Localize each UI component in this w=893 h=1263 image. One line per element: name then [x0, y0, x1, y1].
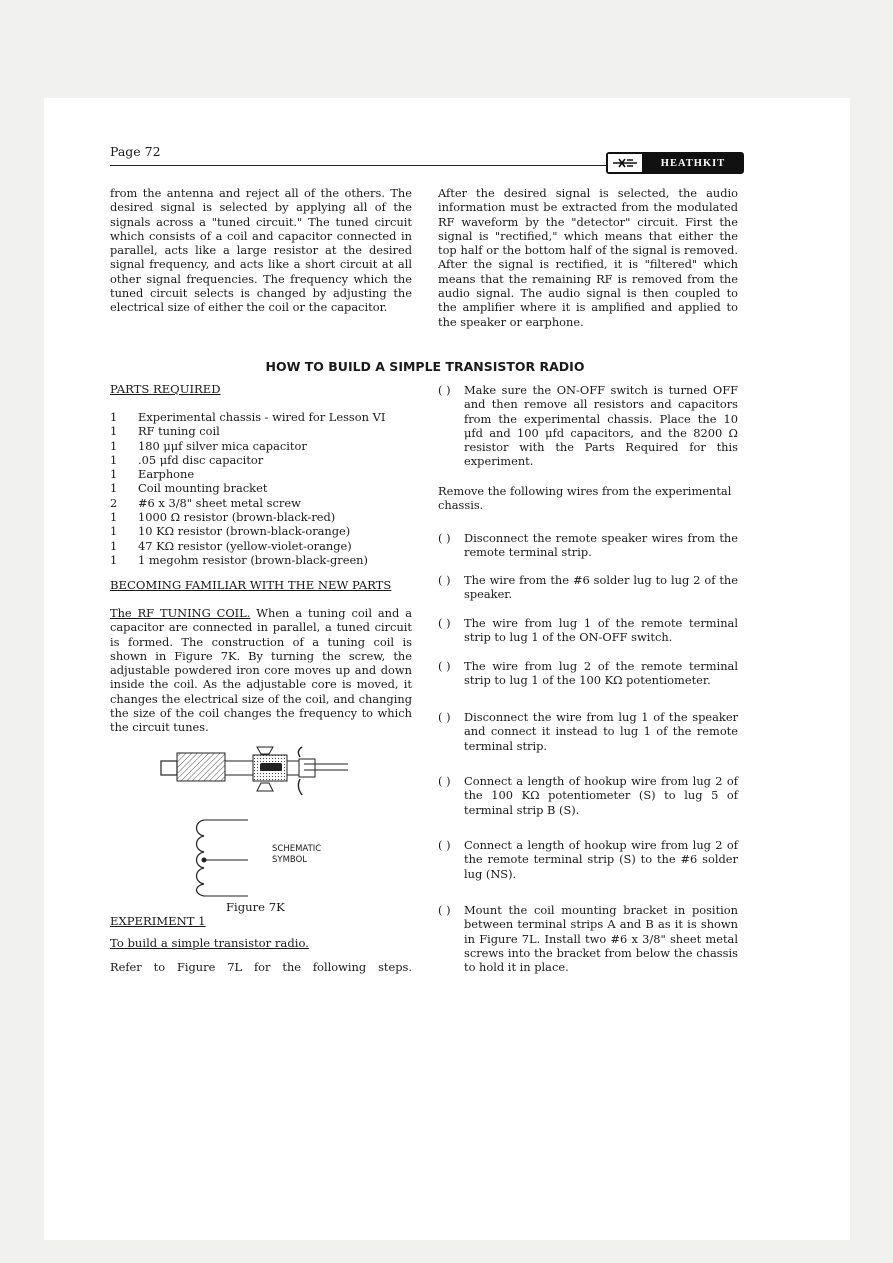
parts-desc: #6 x 3/8" sheet metal screw — [138, 495, 301, 510]
step-text: Mount the coil mounting bracket in position between terminal strips A and B as it is shown in Figure 7L. Install two #6 x 3/8" sheet metal screws into the bracket from below the chassis to hold it in place. — [464, 903, 738, 975]
intro-right-column — [438, 186, 738, 329]
step-text: Make sure the ON-OFF switch is turned OFF and then remove all resistors and capacitors from the experimental chassis. Place the 10 μfd and 100 μfd capacitors, and the 8200 Ω resistor with the Parts Required for this experiment. — [464, 383, 738, 469]
rf-coil-body: When a tuning coil and a capacitor are connected in parallel, a tuned circuit is formed. The construction of a tuning coil is shown in Figure 7K. By turning the screw, the adjustable powdered iron core moves up and down inside the coil. As the adjustable core is moved, it changes the electrical size of the coil, and changing the size of the coil changes the frequency to which the circuit tunes. — [110, 606, 412, 735]
schematic-label-line1: SCHEMATIC — [272, 844, 322, 854]
parts-qty: 1 — [110, 552, 118, 567]
step-item — [438, 616, 738, 645]
intro-left-text: from the antenna and reject all of the others. The desired signal is selected by applying all of the signals across a "tuned circuit." The tuned circuit which consists of a coil and capacitor connected in parallel, acts like a large resistor at the desired signal frequency, and acts like a short circuit at all other signal frequencies. The frequency which the tuned circuit selects is changed by adjusting the electrical size of either the coil or the capacitor. — [110, 186, 412, 315]
parts-desc: 1000 Ω resistor (brown-black-red) — [138, 510, 336, 525]
parts-row — [110, 539, 414, 553]
parts-row — [110, 481, 414, 495]
parts-desc: 180 μμf silver mica capacitor — [138, 438, 307, 453]
parts-row — [110, 410, 414, 424]
step-checkbox[interactable]: ( ) — [438, 710, 451, 724]
experiment-refer-text: Refer to Figure 7L for the following steps. — [110, 960, 412, 974]
rf-coil-paragraph — [110, 606, 412, 735]
parts-row — [110, 510, 414, 524]
parts-desc: Experimental chassis - wired for Lesson VI — [138, 410, 386, 424]
schematic-label — [272, 844, 321, 866]
parts-qty: 1 — [110, 481, 118, 496]
parts-desc: .05 μfd disc capacitor — [138, 452, 264, 467]
parts-row — [110, 524, 414, 538]
step-item — [438, 903, 738, 974]
intro-left-column — [110, 186, 412, 315]
parts-row — [110, 439, 414, 453]
step-checkbox[interactable]: ( ) — [438, 774, 451, 788]
brand-logo — [606, 152, 744, 174]
step-checkbox[interactable]: ( ) — [438, 659, 451, 673]
parts-heading: PARTS REQUIRED — [110, 382, 221, 396]
section-heading: HOW TO BUILD A SIMPLE TRANSISTOR RADIO — [265, 359, 585, 374]
parts-desc: 1 megohm resistor (brown-black-green) — [138, 552, 368, 567]
tuning-coil-drawing — [160, 745, 350, 797]
step-text: Disconnect the remote speaker wires from the remote terminal strip. — [464, 531, 738, 560]
parts-desc: 10 KΩ resistor (brown-black-orange) — [138, 524, 351, 539]
schematic-symbol — [190, 818, 360, 898]
brand-name: HEATHKIT — [660, 157, 726, 169]
parts-list — [110, 410, 414, 567]
figure-caption: Figure 7K — [226, 900, 285, 914]
parts-desc: 47 KΩ resistor (yellow-violet-orange) — [138, 538, 352, 553]
parts-row — [110, 424, 414, 438]
header-rule — [110, 165, 608, 166]
parts-qty: 2 — [110, 495, 118, 510]
step-item — [438, 710, 738, 753]
parts-row — [110, 467, 414, 481]
experiment-subheading: To build a simple transistor radio. — [110, 936, 309, 950]
parts-qty: 1 — [110, 467, 118, 482]
parts-row — [110, 453, 414, 467]
step-text: Connect a length of hookup wire from lug 2 of the remote terminal strip (S) to the #6 solder lug (NS). — [464, 838, 738, 881]
step-text: The wire from the #6 solder lug to lug 2 of the speaker. — [464, 573, 738, 602]
parts-qty: 1 — [110, 452, 118, 467]
step-checkbox[interactable]: ( ) — [438, 383, 451, 397]
parts-row — [110, 496, 414, 510]
parts-desc: Earphone — [138, 467, 195, 482]
parts-qty: 1 — [110, 410, 118, 424]
rf-coil-text — [110, 606, 412, 735]
step-item — [438, 838, 738, 881]
step-text: The wire from lug 2 of the remote terminal strip to lug 1 of the 100 KΩ potentiometer. — [464, 659, 738, 688]
step-text: The wire from lug 1 of the remote terminal strip to lug 1 of the ON-OFF switch. — [464, 616, 738, 645]
parts-qty: 1 — [110, 510, 118, 525]
parts-qty: 1 — [110, 538, 118, 553]
step-intro — [438, 383, 738, 469]
experiment-heading: EXPERIMENT 1 — [110, 914, 206, 928]
step-item — [438, 659, 738, 688]
page-number: Page 72 — [110, 144, 161, 159]
step-checkbox[interactable]: ( ) — [438, 616, 451, 630]
step-checkbox[interactable]: ( ) — [438, 838, 451, 852]
step-text: Disconnect the wire from lug 1 of the speaker and connect it instead to lug 1 of the remote terminal strip. — [464, 710, 738, 753]
becoming-familiar-heading: BECOMING FAMILIAR WITH THE NEW PARTS — [110, 578, 392, 592]
remove-wires-text: Remove the following wires from the experimental chassis. — [438, 484, 732, 513]
parts-desc: Coil mounting bracket — [138, 481, 268, 496]
parts-qty: 1 — [110, 438, 118, 453]
step-item — [438, 531, 738, 560]
intro-right-text: After the desired signal is selected, the audio information must be extracted from the modulated RF waveform by the "detector" circuit. First the signal is "rectified," which means that either the top half or the bottom half of the signal is removed. After the signal is rectified, it is "filtered" which means that the remaining RF is removed from the audio signal. The audio signal is then coupled to the amplifier where it is amplified and applied to the speaker or earphone. — [438, 186, 738, 329]
step-checkbox[interactable]: ( ) — [438, 903, 451, 917]
step-item — [438, 573, 738, 602]
step-item — [438, 774, 738, 817]
step-text: Connect a length of hookup wire from lug 2 of the 100 KΩ potentiometer (S) to lug 5 of terminal strip B (S). — [464, 774, 738, 817]
parts-qty: 1 — [110, 524, 118, 539]
step-checkbox[interactable]: ( ) — [438, 573, 451, 587]
parts-desc: RF tuning coil — [138, 424, 220, 439]
parts-row — [110, 553, 414, 567]
schematic-label-line2: SYMBOL — [272, 855, 308, 865]
parts-qty: 1 — [110, 424, 118, 439]
rf-coil-title: The RF TUNING COIL. — [110, 606, 251, 620]
step-checkbox[interactable]: ( ) — [438, 531, 451, 545]
heathkit-logo-icon — [608, 154, 644, 172]
